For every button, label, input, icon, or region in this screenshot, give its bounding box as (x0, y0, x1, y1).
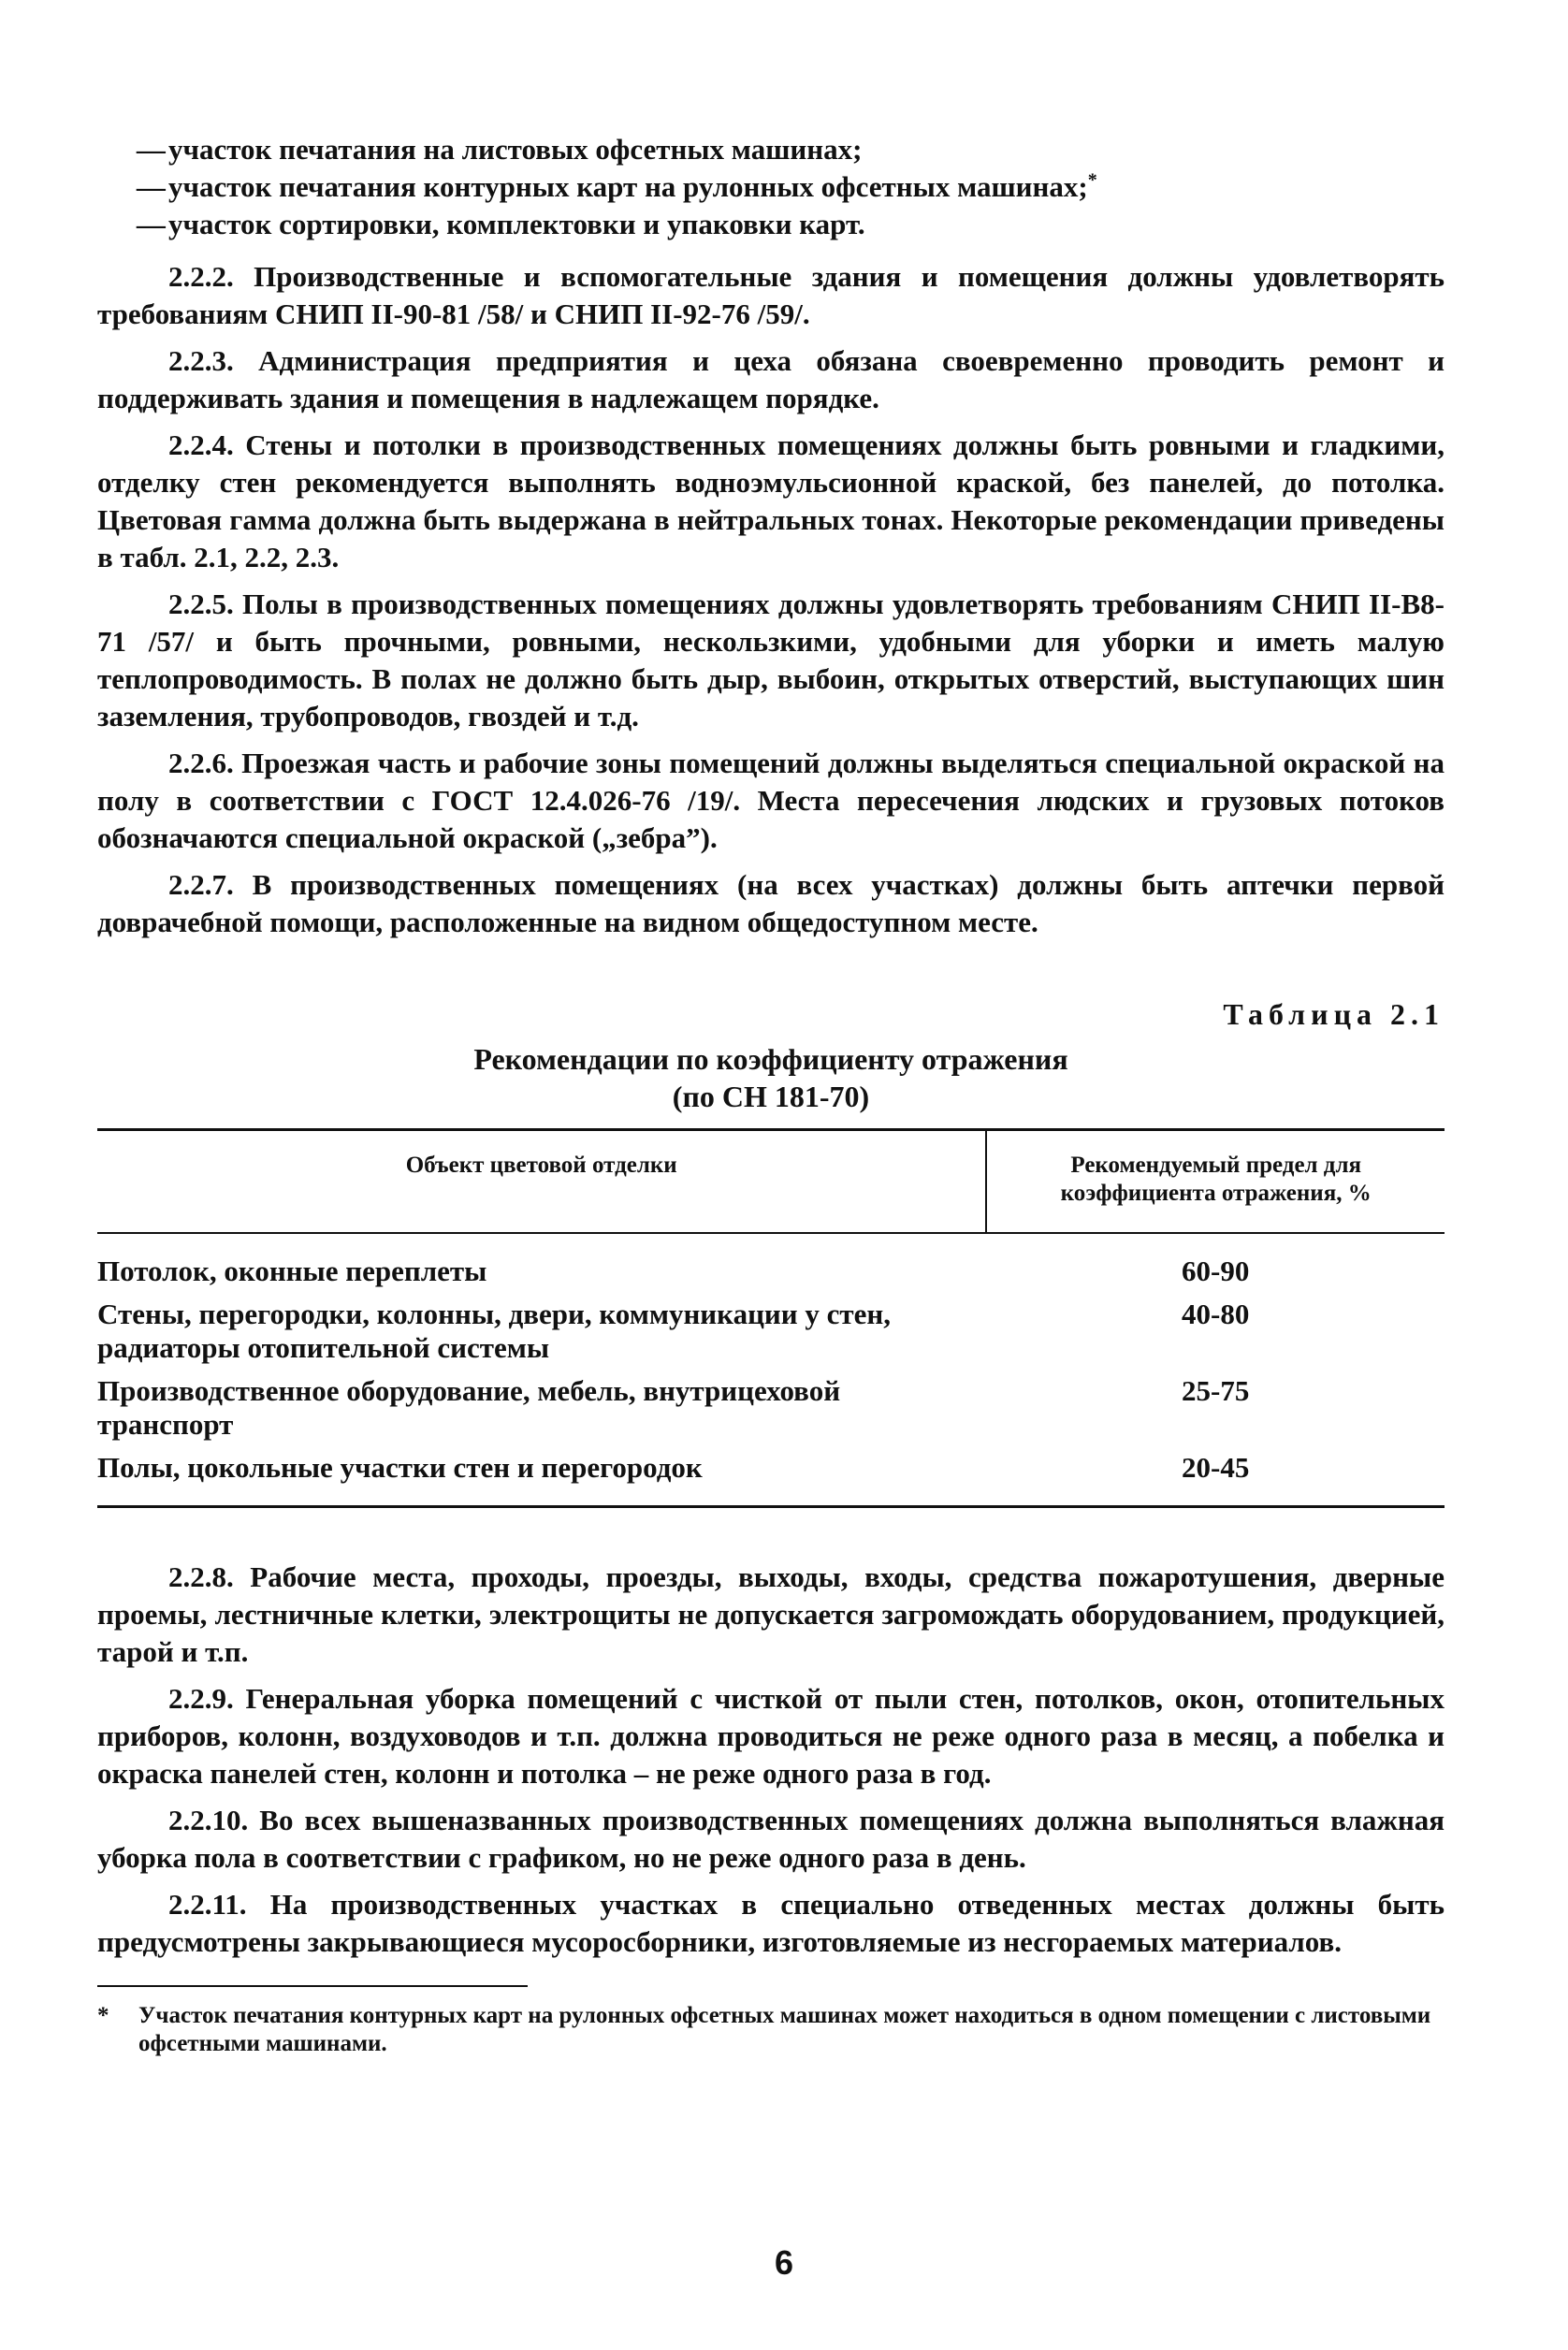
cell-object: Потолок, оконные переплеты (97, 1255, 487, 1287)
table-header-row (97, 1130, 1445, 1234)
table-subtitle: (по СН 181-70) (672, 1080, 870, 1113)
footnote-mark: * (97, 2003, 109, 2028)
table-number: Таблица 2.1 (1223, 997, 1445, 1031)
table-row (97, 1374, 1445, 1451)
cell-value: 40-80 (1182, 1298, 1250, 1330)
paragraph-2-2-11: 2.2.11. На производственных участках в специально отведенных местах должны быть предусмотрены закрывающиеся мусоросборники, изготовляемые из несгораемых материалов. (97, 1888, 1445, 1958)
cell-value: 60-90 (1182, 1255, 1250, 1287)
cell-value: 25-75 (1182, 1374, 1250, 1407)
paragraph-2-2-4: 2.2.4. Стены и потолки в производственных помещениях должны быть ровными и гладкими, отделку стен рекомендуется выполнять водноэмульсионной краской, без панелей, до потолка. Цветовая гамма должна быть выдержана в нейтральных тонах. Некоторые рекомендации приведены в табл. 2.1, 2.2, 2.3. (97, 428, 1445, 573)
paragraph-2-2-5: 2.2.5. Полы в производственных помещениях должны удовлетворять требованиям СНИП II-В8-71 /57/ и быть прочными, ровными, нескользкими, удобными для уборки и иметь малую теплопроводимость. В полах не должно быть дыр, выбоин, открытых отверстий, выступающих шин заземления, трубопроводов, гвоздей и т.д. (97, 588, 1445, 733)
reflection-table (97, 1128, 1445, 1508)
header-object: Объект цветовой отделки (97, 1130, 986, 1234)
list-item: — участок печатания на листовых офсетных машинах; (97, 131, 1445, 168)
table-title: Рекомендации по коэффициенту отражения (473, 1042, 1068, 1076)
footnote-text: Участок печатания контурных карт на рулонных офсетных машинах может находиться в одном помещении с листовыми офсетными машинами. (138, 2003, 1431, 2056)
list-item: — участок печатания контурных карт на рулонных офсетных машинах;* (97, 168, 1445, 206)
cell-object: Производственное оборудование, мебель, внутрицеховой транспорт (97, 1374, 841, 1441)
section-after-table (97, 1559, 1445, 1961)
cell-object: Стены, перегородки, колонны, двери, коммуникации у стен, радиаторы отопительной системы (97, 1298, 892, 1364)
table-row (97, 1298, 1445, 1374)
header-value: Рекомендуемый предел для коэффициента отражения, % (986, 1130, 1445, 1234)
paragraph-2-2-9: 2.2.9. Генеральная уборка помещений с чисткой от пыли стен, потолков, окон, отопительных приборов, колонн, воздуховодов и т.п. должна проводиться не реже одного раза в месяц, а побелка и окраска панелей стен, колонн и потолка – не реже одного раза в год. (97, 1682, 1445, 1790)
page-number: 6 (774, 2243, 794, 2282)
paragraph-2-2-7: 2.2.7. В производственных помещениях (на всех участках) должны быть аптечки первой доврачебной помощи, расположенные на видном общедоступном месте. (97, 868, 1445, 938)
paragraph-2-2-6: 2.2.6. Проезжая часть и рабочие зоны помещений должны выделяться специальной окраской на полу в соответствии с ГОСТ 12.4.026-76 /19/. Места пересечения людских и грузовых потоков обозначаются специальной окраской („зебра”). (97, 747, 1445, 854)
footnote-marker: * (1087, 169, 1097, 191)
footnote (97, 2002, 1445, 2058)
cell-object: Полы, цокольные участки стен и перегородок (97, 1451, 703, 1484)
paragraph-2-2-10: 2.2.10. Во всех вышеназванных производственных помещениях должна выполняться влажная уборка пола в соответствии с графиком, но не реже одного раза в день. (97, 1804, 1445, 1874)
document-page (97, 131, 1445, 2058)
paragraph-2-2-3: 2.2.3. Администрация предприятия и цеха обязана своевременно проводить ремонт и поддерживать здания и помещения в надлежащем порядке. (97, 344, 1445, 414)
paragraph-2-2-8: 2.2.8. Рабочие места, проходы, проезды, выходы, входы, средства пожаротушения, дверные проемы, лестничные клетки, электрощиты не допускается загромождать оборудованием, продукцией, тарой и т.п. (97, 1560, 1445, 1668)
paragraph-2-2-2: 2.2.2. Производственные и вспомогательные здания и помещения должны удовлетворять требованиям СНИП II-90-81 /58/ и СНИП II-92-76 /59/. (97, 260, 1445, 330)
table-row (97, 1233, 1445, 1298)
workshop-areas-list (97, 131, 1445, 243)
list-item: — участок сортировки, комплектовки и упаковки карт. (97, 206, 1445, 243)
footnote-divider (97, 1985, 528, 1987)
table-row (97, 1451, 1445, 1507)
cell-value: 20-45 (1182, 1451, 1250, 1484)
